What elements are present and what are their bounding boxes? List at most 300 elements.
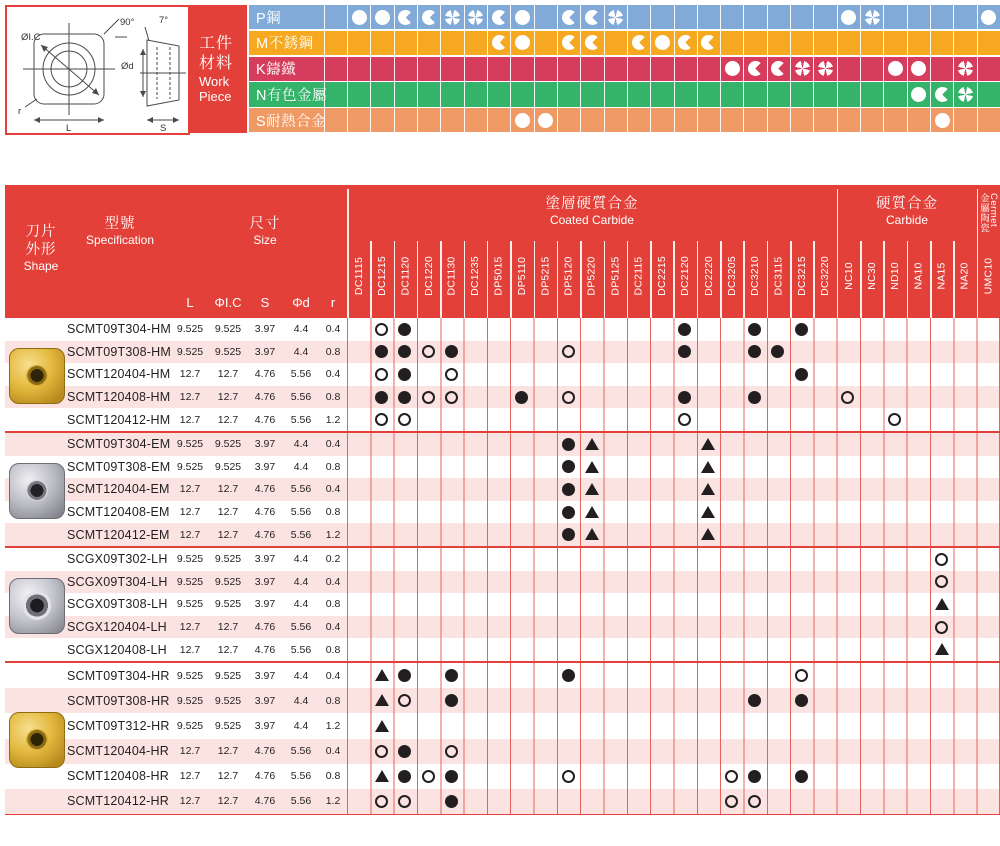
workpiece-en1: Work bbox=[199, 74, 230, 89]
material-row bbox=[249, 108, 1000, 132]
grade-mark-tri bbox=[375, 770, 389, 782]
size-value: 9.525 bbox=[176, 598, 204, 611]
material-cell bbox=[860, 5, 883, 29]
spec-code: SCMT09T308-HR bbox=[67, 693, 170, 708]
grade-code-text: DP5015 bbox=[492, 256, 505, 296]
spec-code: SCMT09T304-EM bbox=[67, 437, 171, 452]
material-cell bbox=[650, 82, 673, 106]
grade-column-code bbox=[953, 237, 976, 315]
material-cell bbox=[510, 57, 533, 81]
grade-suitability-full-icon bbox=[935, 113, 950, 128]
material-label: P鋼 bbox=[256, 10, 282, 27]
material-cell bbox=[580, 57, 603, 81]
header-column-separator bbox=[697, 241, 699, 318]
grade-column-code bbox=[790, 237, 813, 315]
size-value: 9.525 bbox=[214, 719, 242, 732]
material-cell bbox=[417, 5, 440, 29]
material-cell bbox=[743, 82, 766, 106]
grade-suitability-part-icon bbox=[771, 61, 786, 76]
grade-code-text: DC3215 bbox=[795, 256, 808, 296]
material-cell bbox=[370, 82, 393, 106]
table-row bbox=[5, 433, 1000, 456]
size-value: 4.4 bbox=[293, 438, 309, 451]
spec-code: SCMT09T304-HM bbox=[67, 322, 172, 337]
material-row bbox=[249, 82, 1000, 106]
grade-mark-ring bbox=[445, 745, 458, 758]
grade-column-code bbox=[673, 237, 696, 315]
grade-application-table bbox=[5, 185, 1000, 815]
grade-mark-tri bbox=[935, 598, 949, 610]
insert-hole bbox=[26, 729, 48, 751]
size-value: 3.97 bbox=[254, 323, 276, 336]
grade-code-text: DP5215 bbox=[539, 256, 552, 296]
size-value: 9.525 bbox=[176, 575, 204, 588]
table-row bbox=[5, 616, 1000, 639]
material-cell bbox=[650, 5, 673, 29]
grade-mark-tri bbox=[585, 483, 599, 495]
size-value: 4.76 bbox=[254, 368, 276, 381]
material-cell bbox=[860, 57, 883, 81]
insert-group bbox=[5, 548, 1000, 661]
insert-photo-silver bbox=[9, 463, 65, 519]
label-l: L bbox=[66, 123, 72, 133]
material-cell bbox=[604, 57, 627, 81]
material-cell bbox=[977, 5, 1000, 29]
spec-code: SCMT120412-EM bbox=[67, 527, 170, 542]
size-value: 5.56 bbox=[290, 413, 312, 426]
table-row bbox=[5, 501, 1000, 524]
material-cell bbox=[977, 82, 1000, 106]
material-cell bbox=[394, 5, 417, 29]
grade-mark-dot bbox=[445, 669, 458, 682]
material-cell bbox=[370, 5, 393, 29]
size-value: 4.4 bbox=[293, 669, 309, 682]
grade-column-code bbox=[883, 237, 906, 315]
grade-mark-dot bbox=[562, 528, 575, 541]
material-cell bbox=[510, 31, 533, 55]
size-value: 12.7 bbox=[217, 621, 239, 634]
grade-suitability-quad-icon bbox=[958, 87, 973, 102]
size-value: 9.525 bbox=[176, 694, 204, 707]
material-cell bbox=[464, 5, 487, 29]
material-cell bbox=[860, 82, 883, 106]
size-value: 12.7 bbox=[179, 621, 201, 634]
size-value: 4.4 bbox=[293, 719, 309, 732]
grade-code-text: NA10 bbox=[912, 262, 925, 290]
material-cell bbox=[860, 31, 883, 55]
material-cell bbox=[790, 57, 813, 81]
material-cell bbox=[534, 5, 557, 29]
material-cell bbox=[720, 5, 743, 29]
header-column-separator bbox=[743, 241, 745, 318]
size-value: 3.97 bbox=[254, 598, 276, 611]
size-value: 0.8 bbox=[325, 391, 341, 404]
grade-mark-ring bbox=[935, 575, 948, 588]
grade-mark-ring bbox=[678, 413, 691, 426]
size-value: 12.7 bbox=[217, 483, 239, 496]
material-cell bbox=[930, 57, 953, 81]
grade-suitability-quad-icon bbox=[865, 10, 880, 25]
grade-code-text: DC2120 bbox=[679, 256, 692, 296]
grade-suitability-part-icon bbox=[398, 10, 413, 25]
material-cell bbox=[813, 31, 836, 55]
size-value: 5.56 bbox=[290, 770, 312, 783]
header-column-separator bbox=[673, 241, 675, 318]
header-column-separator bbox=[907, 241, 909, 318]
material-cell bbox=[557, 108, 580, 132]
grade-mark-dot bbox=[445, 694, 458, 707]
grade-mark-dot bbox=[771, 345, 784, 358]
size-value: 0.8 bbox=[325, 506, 341, 519]
size-value: 1.2 bbox=[325, 413, 341, 426]
material-cell bbox=[347, 57, 370, 81]
table-row bbox=[5, 739, 1000, 764]
table-row bbox=[5, 789, 1000, 814]
grade-mark-dot bbox=[795, 770, 808, 783]
material-cell bbox=[464, 82, 487, 106]
header-column-separator bbox=[417, 241, 419, 318]
grade-code-text: NA20 bbox=[959, 262, 972, 290]
grade-mark-dot bbox=[795, 323, 808, 336]
material-cell bbox=[720, 108, 743, 132]
size-subheader: Φd bbox=[292, 295, 310, 310]
spec-code: SCMT120412-HM bbox=[67, 412, 171, 427]
grade-suitability-full-icon bbox=[841, 10, 856, 25]
insert-photo-silver2 bbox=[9, 578, 65, 634]
material-cell bbox=[907, 82, 930, 106]
header-column-separator bbox=[464, 241, 466, 318]
table-row bbox=[5, 318, 1000, 341]
material-cell bbox=[953, 31, 976, 55]
grade-suitability-full-icon bbox=[725, 61, 740, 76]
material-cell bbox=[767, 5, 790, 29]
material-cell bbox=[953, 108, 976, 132]
grade-mark-ring bbox=[422, 391, 435, 404]
material-cell bbox=[883, 5, 906, 29]
size-value: 0.8 bbox=[325, 460, 341, 473]
material-cell bbox=[767, 108, 790, 132]
material-cell bbox=[627, 57, 650, 81]
grade-mark-dot bbox=[562, 483, 575, 496]
grade-mark-dot bbox=[562, 438, 575, 451]
grade-mark-ring bbox=[562, 345, 575, 358]
grade-column-code bbox=[627, 237, 650, 315]
size-value: 9.525 bbox=[176, 323, 204, 336]
size-value: 12.7 bbox=[179, 483, 201, 496]
material-cell bbox=[720, 31, 743, 55]
material-cell bbox=[977, 31, 1000, 55]
size-value: 4.76 bbox=[254, 795, 276, 808]
material-cell bbox=[674, 108, 697, 132]
size-value: 3.97 bbox=[254, 438, 276, 451]
grade-mark-dot bbox=[678, 345, 691, 358]
spec-code: SCGX120404-LH bbox=[67, 620, 167, 635]
table-row bbox=[5, 456, 1000, 479]
grade-mark-dot bbox=[445, 770, 458, 783]
grade-column-code bbox=[464, 237, 487, 315]
material-label: K鑄鐵 bbox=[256, 62, 297, 79]
size-value: 9.525 bbox=[176, 719, 204, 732]
material-cell bbox=[487, 82, 510, 106]
grade-mark-tri bbox=[701, 461, 715, 473]
grade-suitability-part-icon bbox=[562, 35, 577, 50]
size-value: 12.7 bbox=[179, 643, 201, 656]
grade-code-text: ND10 bbox=[889, 262, 902, 290]
grade-mark-dot bbox=[562, 460, 575, 473]
grade-mark-ring bbox=[375, 745, 388, 758]
grade-code-text: DC1130 bbox=[445, 256, 458, 296]
material-cell bbox=[650, 57, 673, 81]
size-value: 1.2 bbox=[325, 528, 341, 541]
size-value: 0.4 bbox=[325, 575, 341, 588]
table-row bbox=[5, 663, 1000, 688]
header-column-separator bbox=[860, 241, 862, 318]
size-value: 5.56 bbox=[290, 506, 312, 519]
grade-mark-dot bbox=[748, 694, 761, 707]
table-header bbox=[5, 185, 1000, 318]
material-cell bbox=[767, 57, 790, 81]
size-value: 4.4 bbox=[293, 553, 309, 566]
header-column-separator bbox=[790, 241, 792, 318]
spec-code: SCMT120408-EM bbox=[67, 505, 170, 520]
insert-photo-gold bbox=[9, 348, 65, 404]
grade-code-text: DC2215 bbox=[655, 256, 668, 296]
size-subheader: ΦI.C bbox=[214, 295, 242, 310]
size-value: 0.8 bbox=[325, 598, 341, 611]
grade-mark-ring bbox=[375, 323, 388, 336]
grade-mark-dot bbox=[748, 323, 761, 336]
grade-code-text: DP5220 bbox=[585, 256, 598, 296]
material-cell bbox=[557, 82, 580, 106]
table-row bbox=[5, 363, 1000, 386]
grade-column-code bbox=[417, 237, 440, 315]
material-cell bbox=[813, 108, 836, 132]
size-value: 9.525 bbox=[214, 345, 242, 358]
grade-mark-tri bbox=[701, 483, 715, 495]
material-cell bbox=[697, 31, 720, 55]
size-value: 9.525 bbox=[214, 669, 242, 682]
size-value: 12.7 bbox=[179, 413, 201, 426]
grade-mark-dot bbox=[678, 391, 691, 404]
grade-mark-tri bbox=[585, 438, 599, 450]
grade-code-text: DC3115 bbox=[772, 256, 785, 296]
grade-column-code bbox=[837, 237, 860, 315]
material-cell bbox=[837, 82, 860, 106]
grade-mark-dot bbox=[795, 694, 808, 707]
insert-group bbox=[5, 433, 1000, 546]
size-value: 0.4 bbox=[325, 438, 341, 451]
material-cell bbox=[767, 31, 790, 55]
material-cell bbox=[417, 108, 440, 132]
material-cell bbox=[627, 5, 650, 29]
grade-column-code bbox=[860, 237, 883, 315]
material-cell bbox=[370, 108, 393, 132]
size-value: 0.4 bbox=[325, 323, 341, 336]
grade-code-text: DC1120 bbox=[399, 256, 412, 296]
material-cell bbox=[370, 57, 393, 81]
grade-mark-ring bbox=[935, 621, 948, 634]
grade-mark-ring bbox=[841, 391, 854, 404]
grade-column-code bbox=[743, 237, 766, 315]
header-specification: 型號 Specification bbox=[85, 216, 155, 247]
size-value: 4.4 bbox=[293, 323, 309, 336]
size-value: 5.56 bbox=[290, 643, 312, 656]
grade-code-text: DP5110 bbox=[515, 256, 528, 296]
header-carbide: 硬質合金 Carbide bbox=[876, 196, 938, 227]
grade-code-text: DC2115 bbox=[632, 256, 645, 296]
material-cell bbox=[534, 108, 557, 132]
grade-mark-tri bbox=[375, 720, 389, 732]
material-cell bbox=[580, 82, 603, 106]
material-cell bbox=[977, 108, 1000, 132]
material-cell bbox=[464, 31, 487, 55]
size-value: 12.7 bbox=[217, 413, 239, 426]
material-cell bbox=[930, 82, 953, 106]
table-row bbox=[5, 523, 1000, 546]
size-value: 12.7 bbox=[179, 770, 201, 783]
material-cell bbox=[534, 31, 557, 55]
grade-mark-ring bbox=[375, 368, 388, 381]
spec-code: SCMT120404-HM bbox=[67, 367, 171, 382]
grade-mark-tri bbox=[585, 506, 599, 518]
grade-mark-dot bbox=[445, 345, 458, 358]
table-row bbox=[5, 478, 1000, 501]
spec-code: SCMT09T308-HM bbox=[67, 344, 172, 359]
grade-code-text: DC2220 bbox=[702, 256, 715, 296]
size-value: 4.4 bbox=[293, 460, 309, 473]
size-value: 5.56 bbox=[290, 621, 312, 634]
grade-mark-dot bbox=[375, 391, 388, 404]
header-column-separator bbox=[440, 241, 442, 318]
size-value: 3.97 bbox=[254, 669, 276, 682]
material-label: N有色金屬 bbox=[256, 88, 327, 105]
grade-code-text: UMC10 bbox=[982, 257, 995, 295]
size-value: 9.525 bbox=[176, 460, 204, 473]
material-cell bbox=[440, 108, 463, 132]
grade-suitability-part-icon bbox=[935, 87, 950, 102]
grade-mark-ring bbox=[398, 694, 411, 707]
material-spacer-cell bbox=[324, 82, 347, 106]
material-cell bbox=[837, 57, 860, 81]
material-spacer-cell bbox=[324, 31, 347, 55]
grade-suitability-full-icon bbox=[515, 35, 530, 50]
material-cell bbox=[604, 108, 627, 132]
spec-code: SCMT120408-HR bbox=[67, 769, 169, 784]
material-cell bbox=[580, 108, 603, 132]
header-column-separator bbox=[837, 189, 839, 318]
size-value: 0.8 bbox=[325, 694, 341, 707]
material-cell bbox=[813, 57, 836, 81]
size-value: 4.4 bbox=[293, 694, 309, 707]
spec-code: SCMT120404-HR bbox=[67, 744, 169, 759]
material-cell bbox=[394, 82, 417, 106]
material-cell bbox=[650, 108, 673, 132]
header-column-separator bbox=[767, 241, 769, 318]
material-cell bbox=[627, 82, 650, 106]
table-row bbox=[5, 408, 1000, 431]
size-value: 9.525 bbox=[176, 669, 204, 682]
size-value: 9.525 bbox=[214, 694, 242, 707]
insert-hole bbox=[23, 591, 51, 619]
grade-suitability-part-icon bbox=[585, 35, 600, 50]
material-cell bbox=[813, 5, 836, 29]
header-cermet-cn: 金屬陶瓷 bbox=[978, 193, 989, 233]
grade-column-code bbox=[557, 237, 580, 315]
grade-suitability-part-icon bbox=[632, 35, 647, 50]
material-cell bbox=[977, 57, 1000, 81]
material-cell bbox=[347, 82, 370, 106]
material-cell bbox=[674, 82, 697, 106]
grade-suitability-quad-icon bbox=[608, 10, 623, 25]
size-value: 12.7 bbox=[217, 506, 239, 519]
material-cell bbox=[534, 82, 557, 106]
material-cell bbox=[440, 82, 463, 106]
material-row bbox=[249, 57, 1000, 81]
spec-code: SCMT120408-HM bbox=[67, 390, 171, 405]
grade-column-code bbox=[394, 237, 417, 315]
grade-code-text: DC3220 bbox=[819, 256, 832, 296]
material-cell bbox=[394, 31, 417, 55]
material-cell bbox=[604, 5, 627, 29]
material-cell bbox=[930, 108, 953, 132]
size-value: 12.7 bbox=[217, 391, 239, 404]
material-cell bbox=[674, 5, 697, 29]
spec-code: SCGX120408-LH bbox=[67, 642, 167, 657]
grade-mark-tri bbox=[375, 669, 389, 681]
grade-mark-ring bbox=[935, 553, 948, 566]
size-value: 12.7 bbox=[179, 795, 201, 808]
grade-mark-dot bbox=[795, 368, 808, 381]
size-value: 4.76 bbox=[254, 621, 276, 634]
size-value: 12.7 bbox=[217, 745, 239, 758]
grade-code-text: DC3205 bbox=[725, 256, 738, 296]
material-cell bbox=[907, 5, 930, 29]
grade-mark-dot bbox=[375, 345, 388, 358]
workpiece-en2: Piece bbox=[199, 89, 232, 104]
header-column-separator bbox=[394, 241, 396, 318]
grade-suitability-part-icon bbox=[678, 35, 693, 50]
label-r: r bbox=[18, 106, 22, 117]
size-value: 3.97 bbox=[254, 575, 276, 588]
grade-mark-dot bbox=[398, 323, 411, 336]
size-value: 12.7 bbox=[179, 391, 201, 404]
grade-column-code bbox=[650, 237, 673, 315]
grade-mark-ring bbox=[562, 391, 575, 404]
size-value: 9.525 bbox=[214, 460, 242, 473]
size-value: 4.76 bbox=[254, 506, 276, 519]
grade-suitability-part-icon bbox=[585, 10, 600, 25]
size-value: 0.4 bbox=[325, 621, 341, 634]
size-value: 9.525 bbox=[176, 553, 204, 566]
material-cell bbox=[487, 5, 510, 29]
size-value: 4.76 bbox=[254, 413, 276, 426]
size-value: 9.525 bbox=[176, 345, 204, 358]
header-column-separator bbox=[557, 241, 559, 318]
material-cell bbox=[464, 57, 487, 81]
size-value: 9.525 bbox=[176, 438, 204, 451]
size-value: 12.7 bbox=[179, 528, 201, 541]
size-value: 4.76 bbox=[254, 770, 276, 783]
header-column-separator bbox=[370, 241, 372, 318]
material-spacer-cell bbox=[324, 57, 347, 81]
size-value: 4.4 bbox=[293, 575, 309, 588]
table-row bbox=[5, 571, 1000, 594]
table-row bbox=[5, 548, 1000, 571]
material-cell bbox=[720, 82, 743, 106]
size-value: 0.4 bbox=[325, 483, 341, 496]
material-cell bbox=[417, 57, 440, 81]
insert-hole bbox=[26, 365, 48, 387]
